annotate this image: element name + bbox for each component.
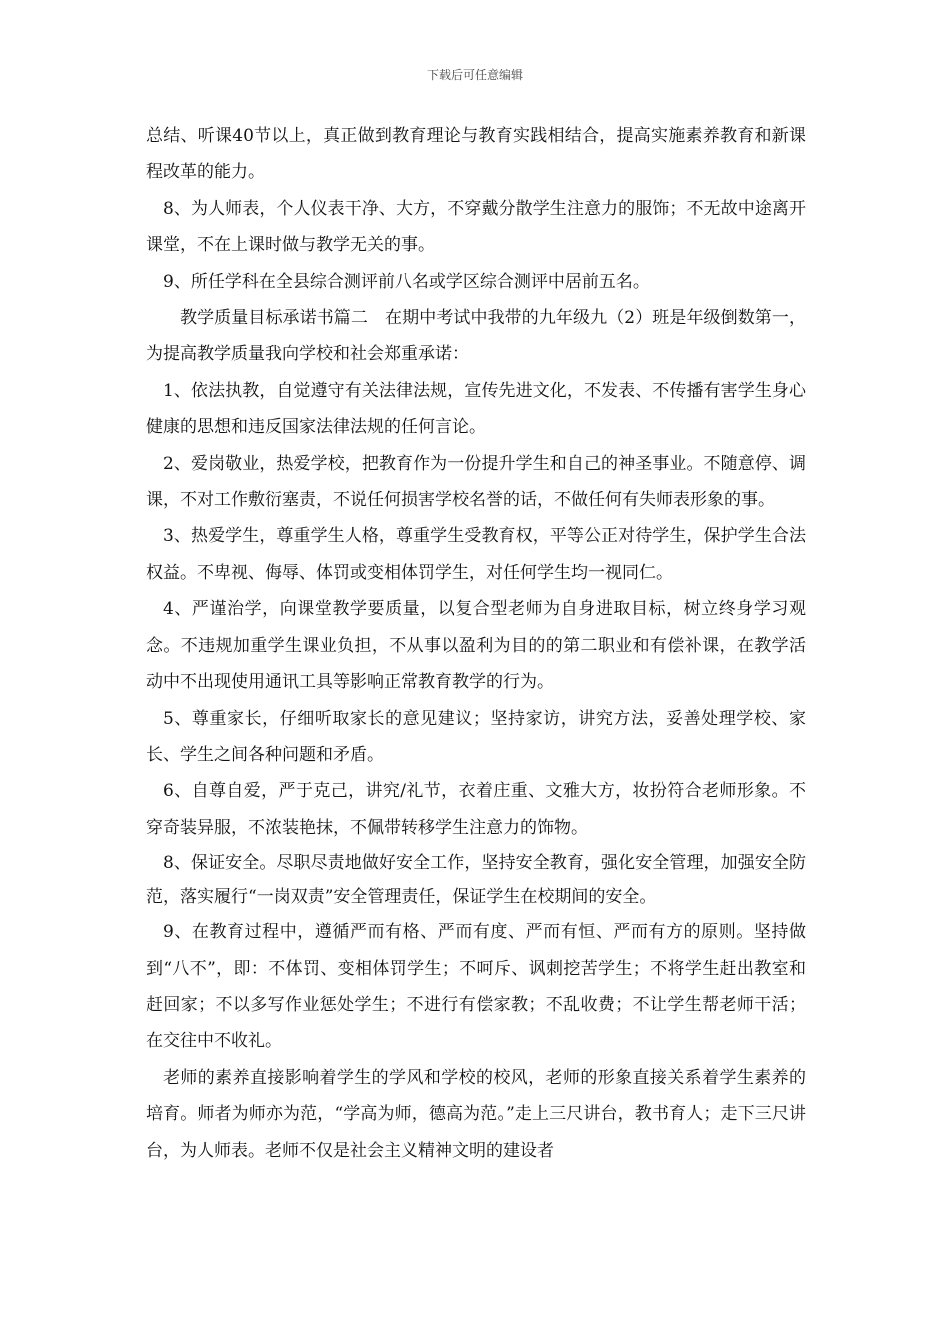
paragraph-7: 3、热爱学生，尊重学生人格，尊重学生受教育权，平等公正对待学生，保护学生合法权益。不卑视、侮辱、体罚或变相体罚学生，对任何学生均一视同仁。 — [146, 526, 806, 583]
paragraph-11: 8、保证安全。尽职尽责地做好安全工作，坚持安全教育，强化安全管理，加强安全防范，落实履行“一岗双责”安全管理责任，保证学生在校期间的安全。 — [146, 853, 806, 908]
paragraph-9: 5、尊重家长，仔细听取家长的意见建议；坚持家访，讲究方法，妥善处理学校、家长、学生之间各种问题和矛盾。 — [146, 708, 806, 765]
paragraph-2: 8、为人师表，个人仪表干净、大方，不穿戴分散学生注意力的服饰；不无故中途离开课堂，不在上课时做与教学无关的事。 — [146, 198, 806, 256]
paragraph-1: 总结、听课40节以上，真正做到教育理论与教育实践相结合，提高实施素养教育和新课程改革的能力。 — [146, 126, 806, 183]
paragraph-10: 6、自尊自爱，严于克己，讲究/礼节，衣着庄重、文雅大方，妆扮符合老师形象。不穿奇装异服，不浓装艳抹，不佩带转移学生注意力的饰物。 — [146, 781, 806, 838]
paragraph-3: 9、所任学科在全县综合测评前八名或学区综合测评中居前五名。 — [163, 271, 650, 292]
page-header-note: 下载后可任意编辑 — [426, 68, 523, 82]
paragraph-5: 1、依法执教，自觉遵守有关法律法规，宣传先进文化，不发表、不传播有害学生身心健康的思想和违反国家法律法规的任何言论。 — [146, 380, 806, 438]
paragraph-4: 教学质量目标承诺书篇二 在期中考试中我带的九年级九（2）班是年级倒数第一，为提高教学质量我向学校和社会郑重承诺： — [146, 308, 806, 365]
paragraph-12: 9、在教育过程中，遵循严而有格、严而有度、严而有恒、严而有方的原则。坚持做到“八不”，即：不体罚、变相体罚学生；不呵斥、讽刺挖苦学生；不将学生赶出教室和赶回家；不以多写作业惩处学生；不进行有偿家教；不乱收费；不让学生帮老师干活；在交往中不收礼。 — [146, 922, 806, 1052]
paragraph-6: 2、爱岗敬业，热爱学校，把教育作为一份提升学生和自己的神圣事业。不随意停、调课，不对工作敷衍塞责，不说任何损害学校名誉的话，不做任何有失师表形象的事。 — [146, 453, 806, 511]
document-body — [146, 118, 806, 1169]
paragraph-13: 老师的素养直接影响着学生的学风和学校的校风，老师的形象直接关系着学生素养的培育。师者为师亦为范，“学高为师，德高为范。”走上三尺讲台，教书育人；走下三尺讲台，为人师表。老师不仅是社会主义精神文明的建设者 — [146, 1067, 806, 1161]
paragraph-8: 4、严谨治学，向课堂教学要质量，以复合型老师为自身进取目标，树立终身学习观念。不违规加重学生课业负担，不从事以盈利为目的的第二职业和有偿补课，在教学活动中不出现使用通讯工具等影响正常教育教学的行为。 — [146, 599, 806, 693]
